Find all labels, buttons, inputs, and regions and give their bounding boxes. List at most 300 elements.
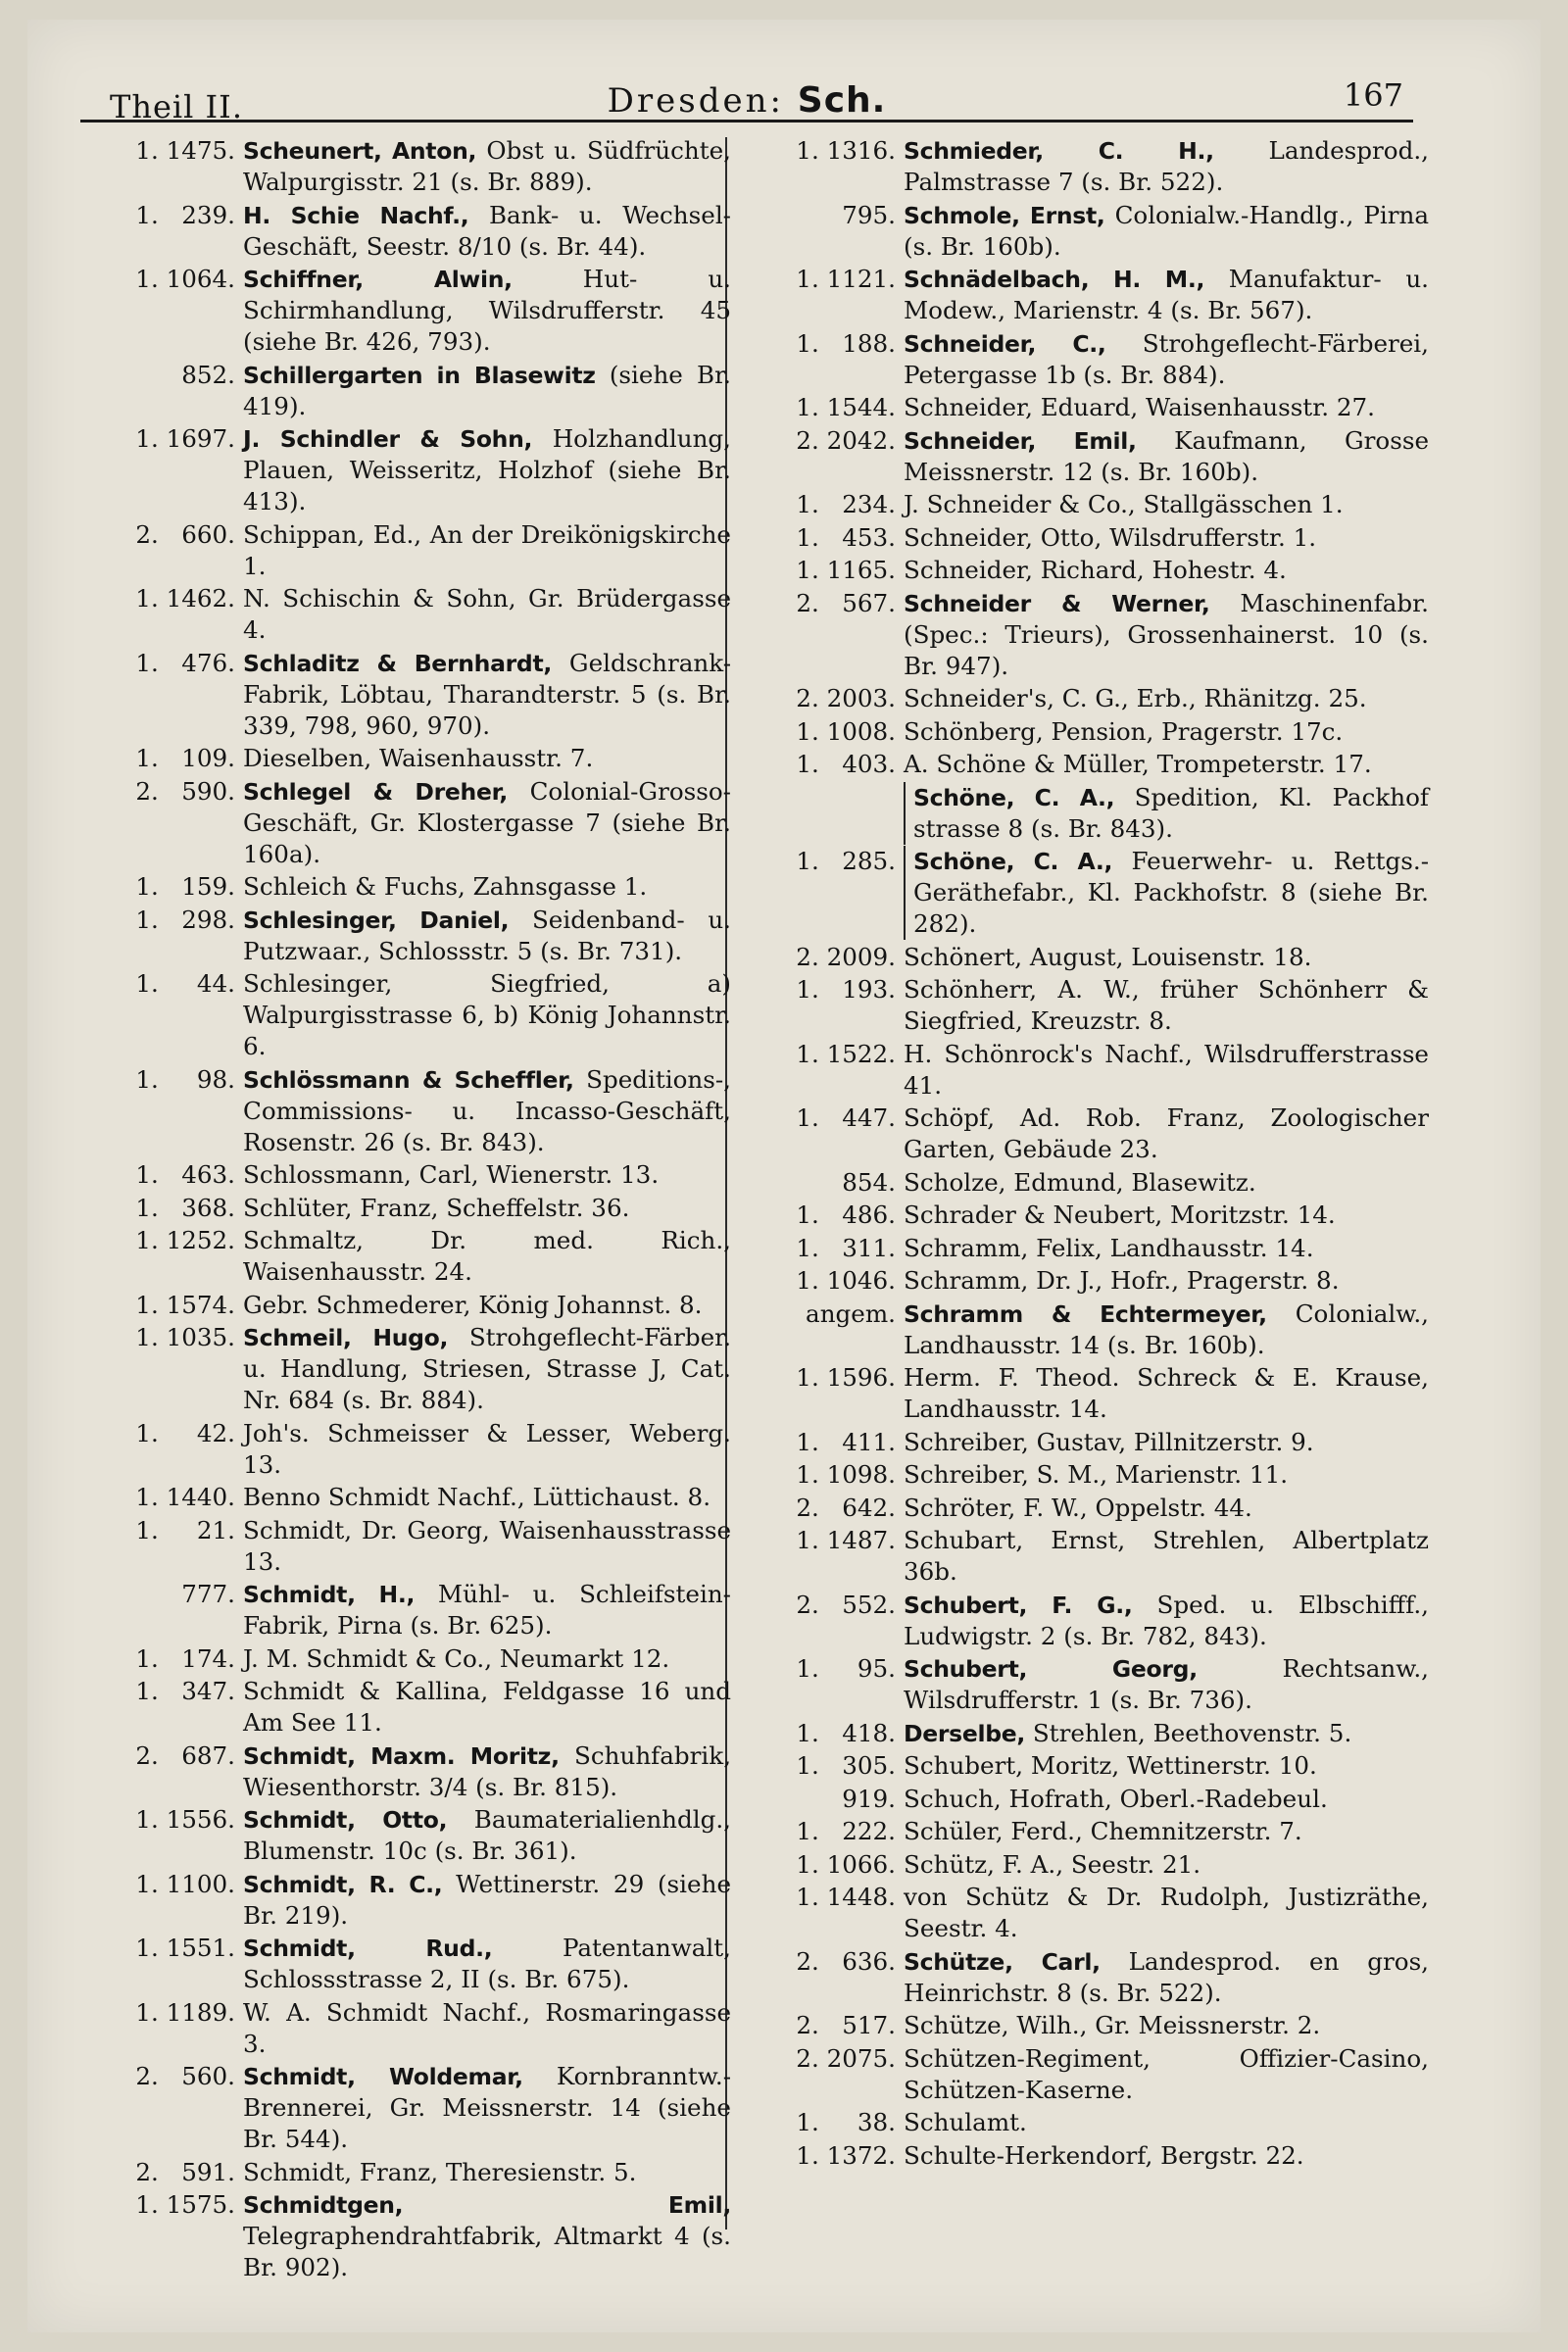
entry-details: von Schütz & Dr. Rudolph, Justizräthe, Seestr. 4.	[904, 1883, 1429, 1942]
entry-details: Sped. u. Elbschifff., Ludwigstr. 2 (s. Br. 782, 843).	[904, 1590, 1429, 1650]
entry-text	[243, 1064, 731, 1158]
entry-text	[904, 522, 1429, 554]
entry-name: Schladitz & Bernhardt,	[243, 649, 553, 677]
entry-text	[243, 1933, 731, 1995]
entry-number: 1. 1575.	[135, 2190, 235, 2219]
entry-text	[904, 1590, 1429, 1652]
entry-details: J. M. Schmidt & Co., Neumarkt 12.	[243, 1643, 670, 1673]
directory-page	[27, 20, 1541, 2332]
entry-details: Strohgeflecht-Färberei, Petergasse 1b (s. Br. 884).	[904, 328, 1429, 389]
entry-name: Schöne, C. A.,	[913, 848, 1113, 875]
right-column	[753, 135, 1429, 2173]
directory-entry	[104, 1193, 731, 1224]
entry-details: Dieselben, Waisenhausstr. 7.	[243, 744, 594, 772]
entry-name: Schmieder, C. H.,	[904, 137, 1214, 165]
entry-text	[904, 1459, 1429, 1491]
directory-entry	[753, 489, 1429, 520]
entry-name: Schillergarten in Blasewitz	[243, 361, 596, 389]
entry-number: 1. 411.	[796, 1427, 896, 1456]
directory-entry	[104, 648, 731, 742]
entry-number: 2. 567.	[796, 588, 896, 617]
page-number: 167	[1343, 76, 1403, 114]
entry-details: Joh's. Schmeisser & Lesser, Weberg. 13.	[243, 1418, 731, 1479]
directory-entry	[753, 392, 1429, 423]
entry-number: 1. 1100.	[135, 1869, 235, 1898]
entry-details: Wettinerstr. 29 (siehe Br. 219).	[243, 1869, 731, 1930]
directory-entry	[753, 588, 1429, 682]
entry-details: Seidenband- u. Putzwaar., Schlossstr. 5 (s. Br. 731).	[243, 905, 731, 965]
directory-entry	[753, 328, 1429, 391]
entry-details: (siehe Br. 419).	[243, 360, 731, 420]
entry-name: Schmidt, Rud.,	[243, 1935, 493, 1962]
entry-details: Schütz, F. A., Seestr. 21.	[904, 1849, 1201, 1879]
directory-entry	[104, 1933, 731, 1995]
directory-entry	[104, 1482, 731, 1513]
entry-details: Landesprod. en gros, Heinrichstr. 8 (s. Br. 522).	[904, 1946, 1430, 2007]
entry-text	[904, 1233, 1429, 1264]
entry-number: 1. 1596.	[796, 1363, 896, 1392]
entry-number: 1. 42.	[135, 1418, 235, 1447]
entry-name: Schmole, Ernst,	[904, 201, 1105, 229]
entry-details: Strohgeflecht-Färber. u. Handlung, Striesen, Strasse J, Cat. Nr. 684 (s. Br. 884).	[243, 1323, 732, 1414]
directory-entry	[104, 2189, 731, 2283]
entry-details: Colonialw.-Handlg., Pirna (s. Br. 160b).	[904, 200, 1429, 261]
entry-number: 1. 1544.	[796, 393, 896, 421]
entry-number: 1. 285.	[796, 847, 896, 875]
entry-number: 1. 1252.	[135, 1226, 235, 1254]
directory-entry	[753, 749, 1429, 780]
entry-text	[904, 2140, 1429, 2172]
entry-name: Schlegel & Dreher,	[243, 777, 509, 806]
entry-details: Mühl- u. Schleifstein-Fabrik, Pirna (s. Br. 625).	[243, 1580, 731, 1640]
entry-text	[243, 1225, 731, 1288]
entry-number: 2. 660.	[135, 519, 235, 549]
directory-entry	[104, 968, 731, 1062]
entry-text	[243, 1997, 731, 2060]
directory-entry	[104, 2061, 731, 2155]
entry-number: 1. 1098.	[796, 1460, 896, 1489]
entry-number: 1. 1487.	[796, 1526, 896, 1554]
entry-number: 1. 234.	[796, 490, 896, 518]
entry-text	[904, 974, 1429, 1037]
entry-number: 1. 1448.	[796, 1883, 896, 1911]
entry-text	[904, 716, 1429, 748]
entry-text	[243, 200, 731, 263]
entry-name: Schmidt, R. C.,	[243, 1870, 443, 1898]
entry-details: W. A. Schmidt Nachf., Rosmaringasse 3.	[243, 1997, 731, 2058]
directory-entry	[104, 1225, 731, 1288]
entry-text	[243, 2189, 731, 2283]
entry-text	[904, 1427, 1429, 1458]
directory-entry	[753, 2140, 1429, 2172]
entry-text	[243, 1515, 731, 1578]
entry-details: Feuerwehr- u. Rettgs.-Geräthefabr., Kl. Packhofstr. 8 (siehe Br. 282).	[913, 847, 1429, 938]
entry-text	[904, 1525, 1429, 1588]
entry-details: Schneider's, C. G., Erb., Rhänitzg. 25.	[904, 684, 1367, 712]
entry-number: 2. 642.	[796, 1493, 896, 1522]
entry-number: 1. 1574.	[135, 1290, 235, 1319]
entry-number: 1. 174.	[135, 1643, 235, 1673]
entry-name: J. Schindler & Sohn,	[243, 425, 533, 453]
entry-name: Schneider, Emil,	[904, 426, 1137, 455]
entry-number: 2. 590.	[135, 776, 235, 806]
entry-name: Schubert, Georg,	[904, 1655, 1198, 1683]
directory-entry	[104, 1159, 731, 1191]
entry-number: 1. 159.	[135, 872, 235, 901]
entry-text	[243, 264, 731, 358]
entry-text	[904, 1265, 1429, 1297]
entry-text	[904, 2043, 1429, 2106]
entry-number: 1. 95.	[796, 1654, 896, 1683]
entry-number: 1. 463.	[135, 1160, 235, 1189]
entry-details: Schöpf, Ad. Rob. Franz, Zoologischer Garten, Gebäude 23.	[904, 1103, 1429, 1163]
entry-details: Schleich & Fuchs, Zahnsgasse 1.	[243, 872, 648, 901]
directory-entry	[753, 683, 1429, 714]
directory-entry	[753, 2107, 1429, 2138]
entry-number: 2. 2075.	[796, 2043, 896, 2073]
directory-entry	[753, 1459, 1429, 1491]
entry-details: A. Schöne & Müller, Trompeterstr. 17.	[904, 750, 1372, 778]
entry-number: 1. 1440.	[135, 1483, 235, 1511]
entry-number: 1. 21.	[135, 1515, 235, 1544]
directory-entry	[753, 1718, 1429, 1749]
directory-entry	[753, 1750, 1429, 1782]
entry-number: 1. 1165.	[796, 556, 896, 584]
entry-details: Strehlen, Beethovenstr. 5.	[1025, 1718, 1352, 1747]
entry-text	[904, 425, 1429, 488]
entry-number: 1. 1372.	[796, 2140, 896, 2170]
entry-number: 1. 418.	[796, 1718, 896, 1747]
entry-details: Hut- u. Schirmhandlung, Wilsdrufferstr. 45 (siehe Br. 426, 793).	[243, 265, 731, 356]
entry-details: Schramm, Dr. J., Hofr., Pragerstr. 8.	[904, 1266, 1340, 1295]
entry-number: 1. 1035.	[135, 1323, 235, 1351]
entry-details: N. Schischin & Sohn, Gr. Brüdergasse 4.	[243, 584, 731, 644]
entry-text	[243, 1804, 731, 1867]
entry-number: 1. 1316.	[796, 136, 896, 165]
directory-entry	[104, 1643, 731, 1675]
entry-name: Schlesinger, Daniel,	[243, 906, 510, 934]
directory-entry	[104, 905, 731, 967]
entry-text	[904, 1493, 1429, 1524]
directory-entry	[753, 1265, 1429, 1297]
entry-text	[243, 1159, 731, 1191]
entry-number: 1. 188.	[796, 328, 896, 358]
entry-details: Schönert, August, Louisenstr. 18.	[904, 942, 1312, 971]
entry-number: 1. 1064.	[135, 265, 235, 293]
entry-text	[904, 1750, 1429, 1782]
entry-name: Schmidtgen, Emil,	[243, 2191, 731, 2219]
entry-details: Kornbranntw.-Brennerei, Gr. Meissnerstr. 14 (siehe Br. 544).	[243, 2062, 732, 2153]
entry-text	[243, 968, 731, 1062]
entry-number: 2. 687.	[135, 1740, 235, 1770]
directory-entry	[753, 425, 1429, 488]
entry-number: 1. 1556.	[135, 1805, 235, 1834]
entry-details: Speditions-, Commissions- u. Incasso-Geschäft, Rosenstr. 26 (s. Br. 843).	[243, 1064, 732, 1156]
entry-text	[243, 1193, 731, 1224]
entry-name: Schnädelbach, H. M.,	[904, 266, 1205, 293]
entry-number: 795.	[842, 200, 896, 229]
directory-entry	[753, 264, 1429, 326]
directory-entry	[753, 135, 1429, 198]
entry-details: Benno Schmidt Nachf., Lüttichaust. 8.	[243, 1483, 711, 1511]
left-column	[104, 135, 731, 2285]
entry-details: Herm. F. Theod. Schreck & E. Krause, Landhausstr. 14.	[904, 1363, 1429, 1423]
directory-entry	[753, 2043, 1429, 2106]
entry-details: Scholze, Edmund, Blasewitz.	[904, 1167, 1256, 1197]
entry-details: Baumaterialienhdlg., Blumenstr. 10c (s. Br. 361).	[243, 1805, 731, 1865]
entry-details: Schmidt & Kallina, Feldgasse 16 und Am See 11.	[243, 1677, 731, 1737]
part-label: Theil II.	[110, 88, 243, 125]
entry-details: Schreiber, S. M., Marienstr. 11.	[904, 1460, 1289, 1489]
entry-number: 1. 1462.	[135, 584, 235, 612]
entry-text	[904, 1039, 1429, 1102]
entry-text	[904, 1102, 1429, 1165]
directory-entry	[104, 743, 731, 774]
directory-entry	[753, 1784, 1429, 1815]
entry-name: Schmidt, Maxm. Moritz,	[243, 1741, 560, 1770]
entry-text	[904, 2107, 1429, 2138]
entry-number: 2. 517.	[796, 2011, 896, 2039]
entry-details: Schulte-Herkendorf, Bergstr. 22.	[904, 2140, 1304, 2170]
entry-text	[243, 360, 731, 422]
entry-details: Bank- u. Wechsel-Geschäft, Seestr. 8/10 (s. Br. 44).	[243, 200, 731, 261]
entry-details: Schütze, Wilh., Gr. Meissnerstr. 2.	[904, 2011, 1321, 2039]
entry-details: Spedition, Kl. Packhof strasse 8 (s. Br. 843).	[913, 782, 1429, 843]
entry-number: 1. 1475.	[135, 136, 235, 165]
entry-text	[243, 1482, 731, 1513]
directory-entry	[753, 1525, 1429, 1588]
entry-text	[904, 200, 1429, 263]
directory-entry	[104, 1997, 731, 2060]
entry-details: J. Schneider & Co., Stallgässchen 1.	[904, 490, 1344, 518]
directory-entry	[753, 1298, 1429, 1361]
entry-name: Schöne, C. A.,	[913, 783, 1115, 811]
directory-entry	[753, 1882, 1429, 1944]
directory-entry	[753, 1039, 1429, 1102]
entry-details: Schlossmann, Carl, Wienerstr. 13.	[243, 1160, 660, 1189]
entry-details: Colonial-Grosso-Geschäft, Gr. Klostergasse 7 (siehe Br. 160a).	[243, 776, 731, 868]
entry-number: 2. 560.	[135, 2062, 235, 2090]
entry-name: Schiffner, Alwin,	[243, 266, 513, 293]
entry-details: Schulamt.	[904, 2108, 1027, 2136]
directory-entry	[753, 1493, 1429, 1524]
entry-number: 1. 1189.	[135, 1997, 235, 2027]
entry-text	[904, 2010, 1429, 2041]
entry-details: Schönherr, A. W., früher Schönherr & Siegfried, Kreuzstr. 8.	[904, 975, 1429, 1035]
entry-details: Schröter, F. W., Oppelstr. 44.	[904, 1493, 1252, 1522]
entry-text	[904, 1362, 1429, 1425]
entry-details: Schmidt, Franz, Theresienstr. 5.	[243, 2157, 637, 2186]
entry-details: Landesprod., Palmstrasse 7 (s. Br. 522).	[904, 136, 1429, 196]
entry-name: Schlössmann & Scheffler,	[243, 1065, 574, 1094]
directory-entry	[753, 716, 1429, 748]
directory-entry	[104, 871, 731, 903]
directory-entry	[104, 423, 731, 517]
directory-entry	[753, 522, 1429, 554]
entry-text	[243, 1740, 731, 1803]
entry-number: 1. 476.	[135, 648, 235, 677]
entry-details: Colonialw., Landhausstr. 14 (s. Br. 160b).	[904, 1298, 1429, 1359]
entry-text	[904, 328, 1429, 391]
entry-number: 1. 1008.	[796, 716, 896, 746]
directory-entry	[753, 1233, 1429, 1264]
entry-details: Schubart, Ernst, Strehlen, Albertplatz 36b.	[904, 1526, 1429, 1586]
directory-entry	[753, 942, 1429, 973]
directory-entry	[753, 974, 1429, 1037]
directory-entry	[104, 200, 731, 263]
directory-entry	[104, 360, 731, 422]
entry-details: Kaufmann, Grosse Meissnerstr. 12 (s. Br. 160b).	[904, 425, 1430, 486]
entry-number: 1. 305.	[796, 1751, 896, 1780]
entry-number: 1. 239.	[135, 200, 235, 229]
directory-entry	[753, 1102, 1429, 1165]
entry-details: Patentanwalt, Schlossstrasse 2, II (s. Br. 675).	[243, 1934, 731, 1993]
entry-details: Rechtsanw., Wilsdrufferstr. 1 (s. Br. 736).	[904, 1654, 1430, 1714]
entry-name: Scheunert, Anton,	[243, 137, 477, 165]
entry-text	[243, 423, 731, 517]
entry-text	[904, 135, 1429, 198]
entry-number: 1. 486.	[796, 1200, 896, 1229]
directory-entry	[104, 135, 731, 198]
entry-details: Schlesinger, Siegfried, a) Walpurgisstrasse 6, b) König Johannstr. 6.	[243, 969, 731, 1060]
entry-text	[243, 1676, 731, 1739]
directory-entry	[104, 1515, 731, 1578]
directory-entry	[753, 1816, 1429, 1847]
entry-details: Schmaltz, Dr. med. Rich., Waisenhausstr. 24.	[243, 1226, 731, 1286]
entry-number: 1. 98.	[135, 1064, 235, 1094]
entry-number: 1. 1551.	[135, 1934, 235, 1962]
entry-details: Schreiber, Gustav, Pillnitzerstr. 9.	[904, 1427, 1314, 1456]
entry-details: Schuhfabrik, Wiesenthorstr. 3/4 (s. Br. 815).	[243, 1740, 732, 1801]
entry-text	[904, 1167, 1429, 1199]
entry-text	[243, 1290, 731, 1321]
entry-name: Schmidt, Otto,	[243, 1806, 448, 1834]
entry-details: Telegraphendrahtfabrik, Altmarkt 4 (s. Br. 902).	[243, 2222, 731, 2281]
entry-number: 1. 1066.	[796, 1849, 896, 1879]
entry-number: 2. 591.	[135, 2157, 235, 2186]
entry-text	[904, 1784, 1429, 1815]
entry-text	[243, 776, 731, 870]
entry-number: 1. 447.	[796, 1103, 896, 1132]
directory-entry	[104, 519, 731, 582]
entry-text	[904, 942, 1429, 973]
directory-entry	[753, 1427, 1429, 1458]
entry-number: 1. 1046.	[796, 1266, 896, 1295]
entry-details: Schneider, Richard, Hohestr. 4.	[904, 556, 1287, 584]
entry-name: Schmeil, Hugo,	[243, 1324, 449, 1351]
entry-details: Schützen-Regiment, Offizier-Casino, Schützen-Kaserne.	[904, 2043, 1429, 2104]
directory-entry	[104, 1579, 731, 1642]
entry-name: Schmidt, Woldemar,	[243, 2063, 523, 2090]
entry-details: Obst u. Südfrüchte, Walpurgisstr. 21 (s. Br. 889).	[243, 136, 731, 196]
directory-entry	[104, 1418, 731, 1481]
entry-number: 1. 453.	[796, 522, 896, 552]
directory-entry	[104, 583, 731, 646]
entry-details: Holzhandlung, Plauen, Weisseritz, Holzhof (siehe Br. 413).	[243, 424, 731, 515]
entry-number: 1. 347.	[135, 1677, 235, 1705]
entry-details: Schneider, Eduard, Waisenhausstr. 27.	[904, 393, 1375, 421]
entry-name: Schneider & Werner,	[904, 589, 1210, 617]
entry-details: Schuch, Hofrath, Oberl.-Radebeul.	[904, 1784, 1328, 1813]
directory-entry	[104, 1740, 731, 1803]
entry-number: 2. 552.	[796, 1590, 896, 1619]
entry-number: 1. 368.	[135, 1193, 235, 1222]
entry-text	[904, 1718, 1429, 1749]
entry-number: 1. 193.	[796, 975, 896, 1004]
entry-text	[243, 871, 731, 903]
entry-number: angem.	[806, 1298, 896, 1328]
entry-name: Schubert, F. G.,	[904, 1591, 1133, 1619]
entry-text	[243, 905, 731, 967]
directory-entry	[753, 782, 1429, 845]
entry-text	[904, 392, 1429, 423]
entry-number: 1. 298.	[135, 905, 235, 934]
entry-number: 1. 38.	[796, 2108, 896, 2136]
entry-text	[904, 588, 1429, 682]
entry-number: 1. 44.	[135, 969, 235, 998]
directory-entry	[104, 1804, 731, 1867]
entry-details: Schippan, Ed., An der Dreikönigskirche 1.	[243, 519, 731, 580]
entry-number: 1. 1121.	[796, 265, 896, 293]
entry-text	[904, 1653, 1429, 1716]
entry-details: Schüler, Ferd., Chemnitzerstr. 7.	[904, 1817, 1302, 1845]
entry-details: Schönberg, Pension, Pragerstr. 17c.	[904, 716, 1344, 746]
entry-text	[243, 583, 731, 646]
entry-text	[904, 1200, 1429, 1231]
directory-entry	[753, 1590, 1429, 1652]
page-header	[80, 49, 1413, 125]
entry-text	[904, 683, 1429, 714]
entry-name: Schütze, Carl,	[904, 1947, 1101, 1976]
entry-details: Schlüter, Franz, Scheffelstr. 36.	[243, 1193, 630, 1222]
entry-text	[904, 1882, 1429, 1944]
entry-number: 1. 222.	[796, 1817, 896, 1845]
entry-details: H. Schönrock's Nachf., Wilsdrufferstrasse 41.	[904, 1039, 1429, 1100]
entry-number: 1. 311.	[796, 1233, 896, 1262]
directory-entry	[753, 1946, 1429, 2009]
entry-text	[904, 489, 1429, 520]
entry-text	[243, 648, 731, 742]
directory-entry	[753, 1653, 1429, 1716]
entry-details: Geldschrank-Fabrik, Löbtau, Tharandterstr. 5 (s. Br. 339, 798, 960, 970).	[243, 648, 732, 740]
directory-entry	[753, 1200, 1429, 1231]
directory-entry	[104, 1322, 731, 1416]
directory-entry	[753, 200, 1429, 263]
directory-entry	[104, 1676, 731, 1739]
entry-text	[243, 135, 731, 198]
entry-name: Derselbe,	[904, 1719, 1026, 1747]
entry-text	[243, 743, 731, 774]
entry-details: Schramm, Felix, Landhausstr. 14.	[904, 1233, 1314, 1262]
entry-details: Manufaktur- u. Modew., Marienstr. 4 (s. Br. 567).	[904, 265, 1429, 324]
entry-text	[243, 1869, 731, 1932]
entry-name: Schramm & Echtermeyer,	[904, 1299, 1267, 1328]
directory-entry	[104, 776, 731, 870]
entry-details: Schubert, Moritz, Wettinerstr. 10.	[904, 1751, 1317, 1780]
entry-text	[904, 1816, 1429, 1847]
section-title	[80, 80, 1413, 121]
entry-number: 919.	[842, 1784, 896, 1813]
entry-text	[904, 846, 1429, 940]
entry-number: 2. 2042.	[796, 425, 896, 455]
entry-name: Schmidt, H.,	[243, 1581, 416, 1608]
entry-text	[243, 1322, 731, 1416]
directory-entry	[753, 846, 1429, 940]
entry-text	[904, 1946, 1429, 2009]
entry-details: Schmidt, Dr. Georg, Waisenhausstrasse 13.	[243, 1515, 731, 1576]
directory-entry	[104, 2157, 731, 2188]
entry-text	[904, 749, 1429, 780]
